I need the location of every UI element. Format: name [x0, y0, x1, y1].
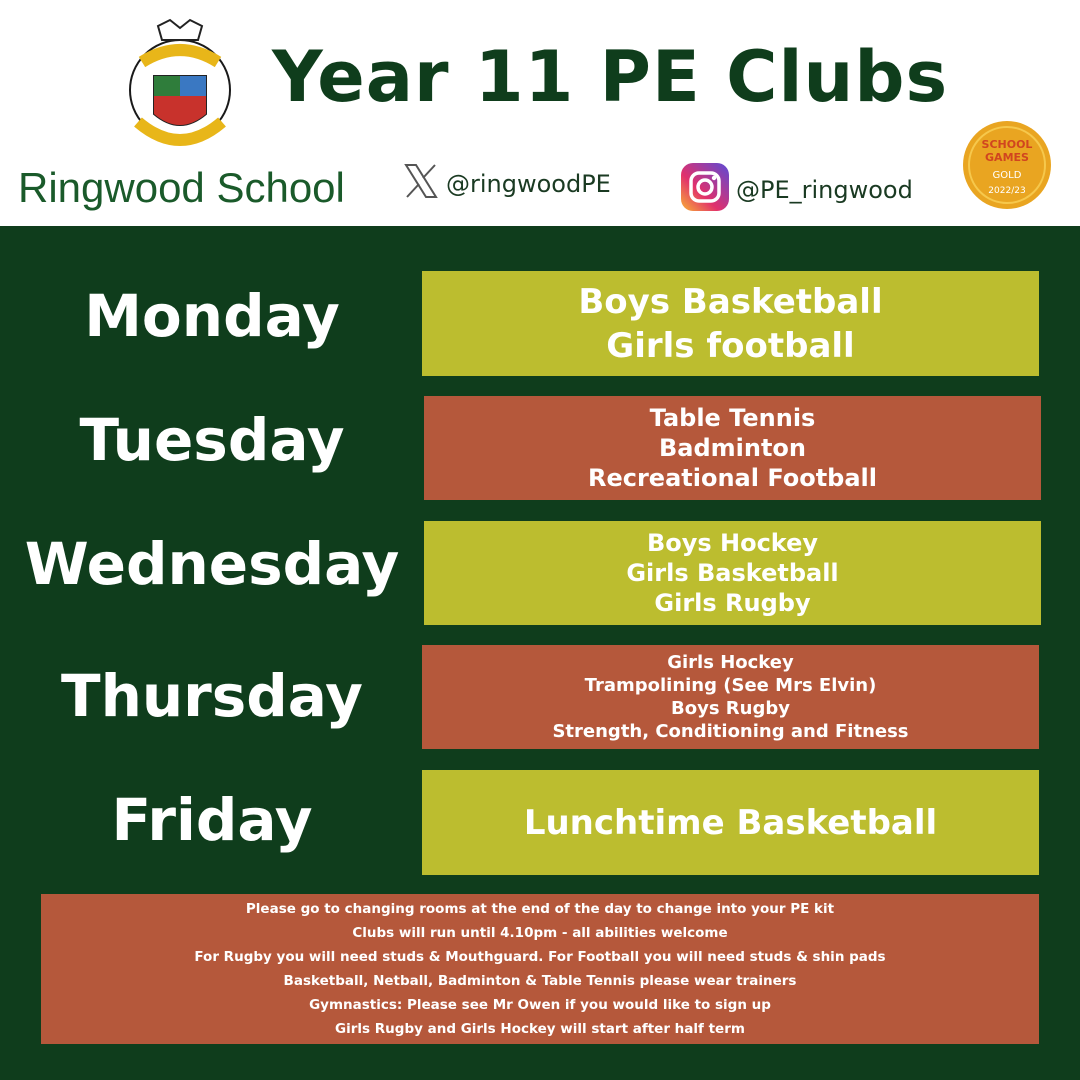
clubs-box-tuesday	[424, 396, 1041, 500]
school-crest-logo	[128, 18, 232, 160]
badge-line2: GAMES	[985, 151, 1029, 164]
day-label-tuesday: Tuesday	[79, 406, 345, 474]
x-logo-icon	[402, 162, 440, 206]
club-item: Girls Basketball	[626, 559, 839, 587]
twitter-handle[interactable]: @ringwoodPE	[446, 170, 611, 198]
club-item: Trampolining (See Mrs Elvin)	[584, 675, 877, 696]
club-item: Boys Rugby	[671, 698, 790, 719]
club-item: Recreational Football	[587, 464, 878, 492]
badge-line1: SCHOOL	[981, 138, 1033, 151]
instagram-icon	[680, 162, 730, 218]
club-item: Lunchtime Basketball	[523, 802, 938, 843]
info-notes-box	[41, 894, 1039, 1044]
club-item: Badminton	[658, 434, 807, 462]
note-line: Gymnastics: Please see Mr Owen if you would like to sign up	[309, 997, 771, 1013]
club-item: Girls Hockey	[667, 652, 794, 673]
day-label-monday: Monday	[84, 282, 340, 350]
club-item: Girls football	[606, 325, 855, 366]
club-item: Strength, Conditioning and Fitness	[552, 721, 909, 742]
note-line: Girls Rugby and Girls Hockey will start after half term	[335, 1021, 745, 1037]
twitter-handle-group[interactable]	[402, 162, 611, 206]
school-games-gold-badge	[962, 120, 1052, 210]
clubs-box-friday	[422, 770, 1039, 875]
header	[0, 0, 1080, 226]
club-item: Boys Basketball	[578, 281, 883, 322]
clubs-box-thursday	[422, 645, 1039, 749]
club-item: Girls Rugby	[654, 589, 811, 617]
club-item: Boys Hockey	[646, 529, 819, 557]
clubs-box-wednesday	[424, 521, 1041, 625]
schedule-panel	[0, 226, 1080, 1080]
day-label-friday: Friday	[111, 786, 313, 854]
note-line: For Rugby you will need studs & Mouthguard. For Football you will need studs & shin pads	[194, 949, 886, 965]
note-line: Clubs will run until 4.10pm - all abilities welcome	[352, 925, 728, 941]
instagram-handle[interactable]: @PE_ringwood	[736, 176, 913, 204]
day-label-thursday: Thursday	[61, 662, 363, 730]
badge-year: 2022/23	[988, 186, 1026, 196]
school-name: Ringwood School	[18, 164, 345, 211]
instagram-handle-group[interactable]	[680, 162, 913, 218]
club-item: Table Tennis	[649, 404, 816, 432]
page-title: Year 11 PE Clubs	[272, 36, 949, 118]
note-line: Please go to changing rooms at the end of the day to change into your PE kit	[245, 901, 835, 917]
clubs-box-monday	[422, 271, 1039, 376]
day-label-wednesday: Wednesday	[24, 530, 400, 598]
badge-level: GOLD	[992, 170, 1022, 181]
note-line: Basketball, Netball, Badminton & Table Tennis please wear trainers	[283, 973, 797, 989]
